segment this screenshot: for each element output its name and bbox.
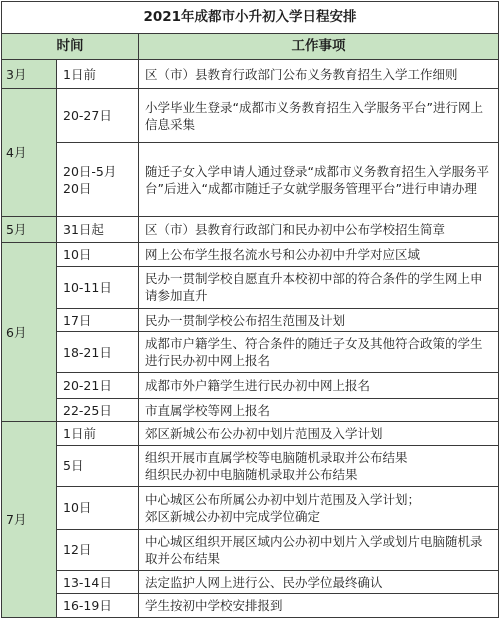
title-row xyxy=(2,2,499,34)
desc-cell: 网上公布学生报名流水号和公办初中升学对应区域 xyxy=(139,243,499,267)
table-row xyxy=(2,529,499,570)
desc-cell: 中心城区公布所属公办初中划片范围及入学计划； 郊区新城公办初中完成学位确定 xyxy=(139,486,499,529)
table-row xyxy=(2,308,499,332)
desc-cell: 成都市户籍学生、符合条件的随迁子女及其他符合政策的学生进行民办初中网上报名 xyxy=(139,332,499,373)
table-row xyxy=(2,216,499,243)
date-cell: 5日 xyxy=(57,446,139,487)
month-cell-4: 4月 xyxy=(2,88,57,216)
desc-cell: 成都市外户籍学生进行民办初中网上报名 xyxy=(139,373,499,399)
date-cell: 20-27日 xyxy=(57,88,139,142)
desc-cell: 区（市）县教育行政部门公布义务教育招生入学工作细则 xyxy=(139,60,499,89)
table-title: 2021年成都市小升初入学日程安排 xyxy=(2,2,499,34)
month-cell-6: 6月 xyxy=(2,243,57,422)
table-row xyxy=(2,398,499,422)
desc-cell: 法定监护人网上进行公、民办学位最终确认 xyxy=(139,570,499,594)
date-cell: 10日 xyxy=(57,243,139,267)
date-cell: 13-14日 xyxy=(57,570,139,594)
date-cell: 17日 xyxy=(57,308,139,332)
table-row xyxy=(2,88,499,142)
desc-cell: 民办一贯制学校自愿直升本校初中部的符合条件的学生网上申请参加直升 xyxy=(139,266,499,308)
table-row xyxy=(2,422,499,446)
table-row xyxy=(2,446,499,487)
desc-cell: 小学毕业生登录“成都市义务教育招生入学服务平台”进行网上信息采集 xyxy=(139,88,499,142)
schedule-table xyxy=(1,1,499,618)
month-cell-3: 3月 xyxy=(2,60,57,89)
table-row xyxy=(2,570,499,594)
date-cell: 12日 xyxy=(57,529,139,570)
desc-cell: 郊区新城公布公办初中划片范围及入学计划 xyxy=(139,422,499,446)
table-row xyxy=(2,266,499,308)
table-row xyxy=(2,60,499,89)
header-time: 时间 xyxy=(2,33,139,60)
header-row xyxy=(2,33,499,60)
table-row xyxy=(2,486,499,529)
date-cell: 1日前 xyxy=(57,60,139,89)
date-cell: 31日起 xyxy=(57,216,139,243)
desc-cell: 市直属学校等网上报名 xyxy=(139,398,499,422)
date-cell: 16-19日 xyxy=(57,594,139,618)
table-row xyxy=(2,143,499,217)
desc-cell: 组织开展市直属学校等电脑随机录取并公布结果 组织民办初中电脑随机录取并公布结果 xyxy=(139,446,499,487)
desc-cell: 中心城区组织开展区域内公办初中划片入学或划片电脑随机录取并公布结果 xyxy=(139,529,499,570)
table-row xyxy=(2,332,499,373)
table-row xyxy=(2,373,499,399)
date-cell: 10-11日 xyxy=(57,266,139,308)
date-cell: 18-21日 xyxy=(57,332,139,373)
header-work: 工作事项 xyxy=(139,33,499,60)
desc-cell: 随迁子女入学申请人通过登录“成都市义务教育招生入学服务平台”后进入“成都市随迁子女就学服务管理平台”进行申请办理 xyxy=(139,143,499,217)
month-cell-7: 7月 xyxy=(2,422,57,618)
desc-cell: 学生按初中学校安排报到 xyxy=(139,594,499,618)
table-row xyxy=(2,594,499,618)
date-cell: 1日前 xyxy=(57,422,139,446)
date-cell: 20-21日 xyxy=(57,373,139,399)
month-cell-5: 5月 xyxy=(2,216,57,243)
desc-cell: 区（市）县教育行政部门和民办初中公布学校招生简章 xyxy=(139,216,499,243)
table-row xyxy=(2,243,499,267)
date-cell: 20日-5月20日 xyxy=(57,143,139,217)
date-cell: 22-25日 xyxy=(57,398,139,422)
desc-cell: 民办一贯制学校公布招生范围及计划 xyxy=(139,308,499,332)
date-cell: 10日 xyxy=(57,486,139,529)
